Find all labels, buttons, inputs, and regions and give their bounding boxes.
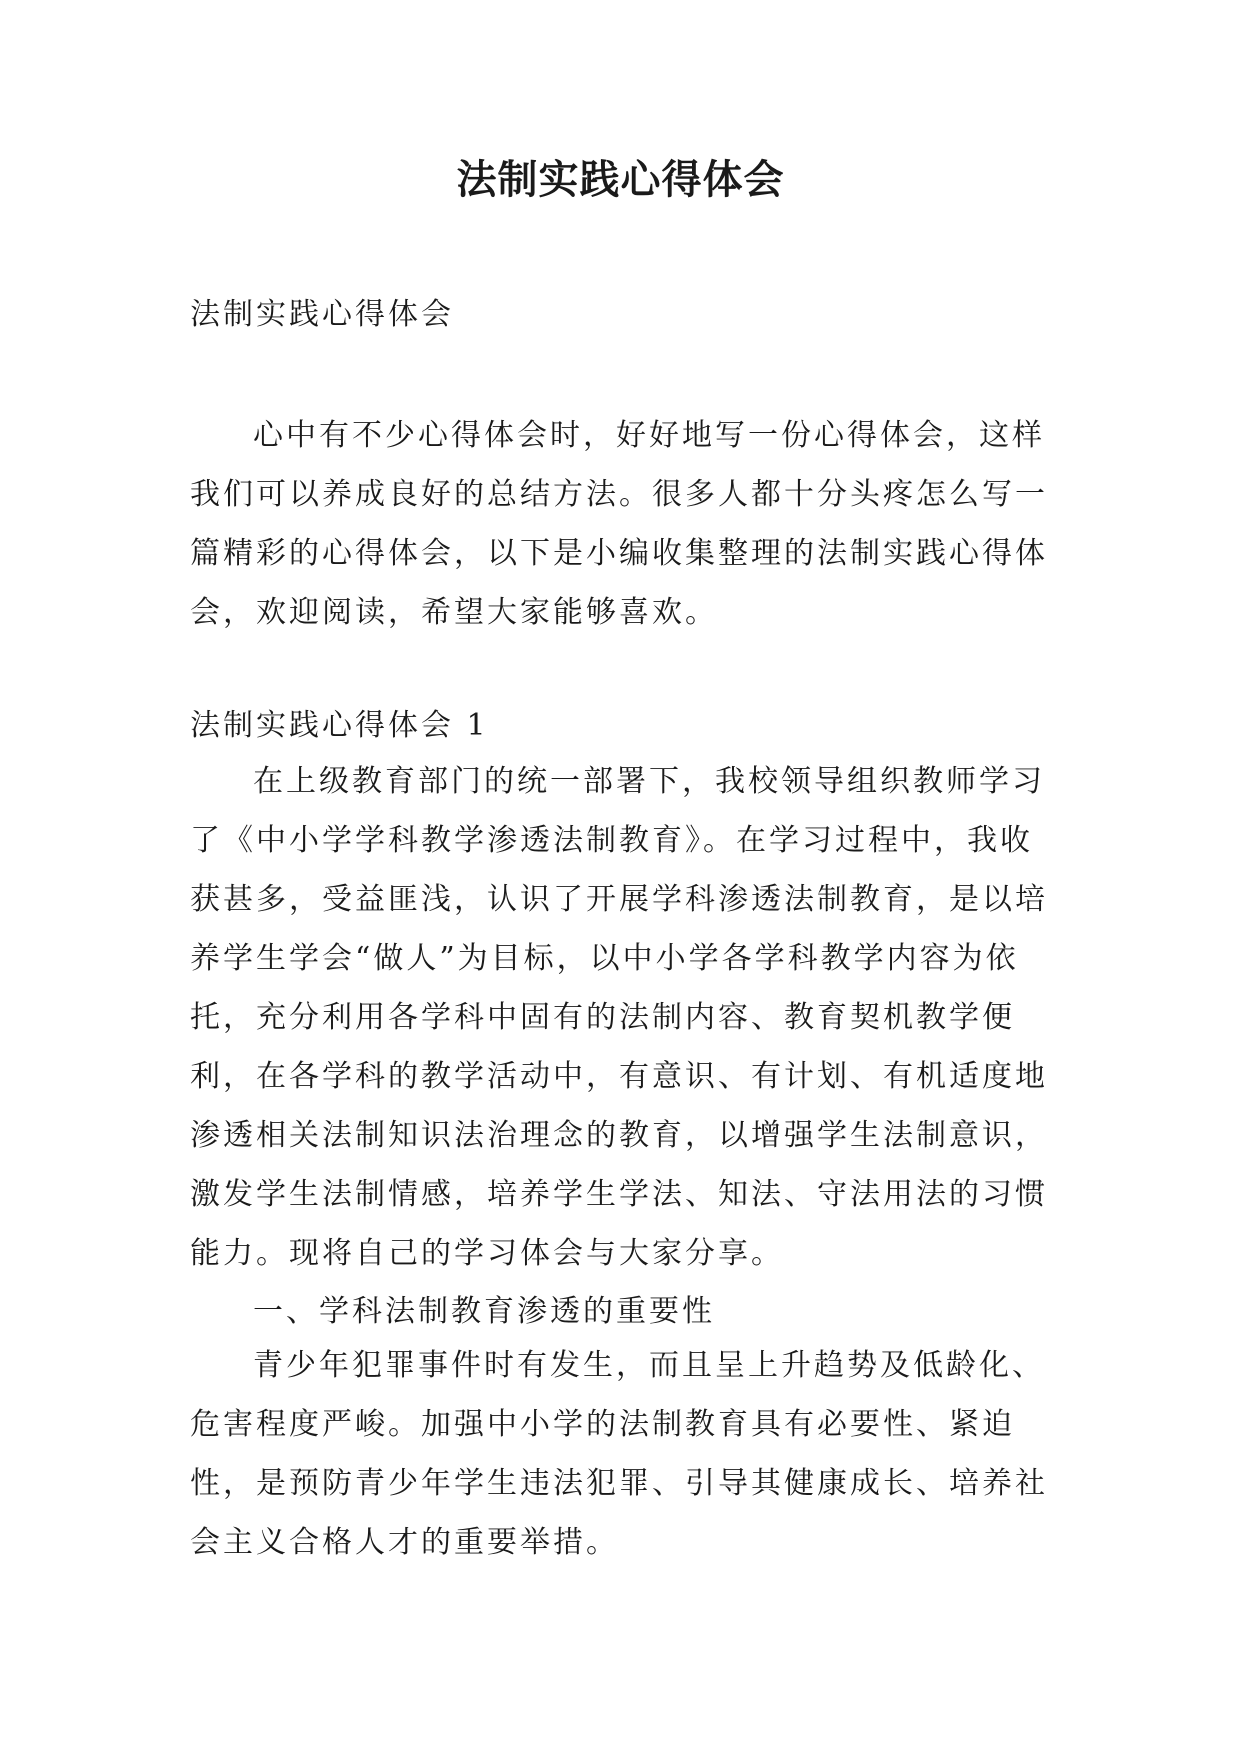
document-title: 法制实践心得体会	[456, 156, 785, 203]
body-paragraph-2: 青少年犯罪事件时有发生，而且呈上升趋势及低龄化、危害程度严峻。加强中小学的法制教育具有必要性、紧迫性，是预防青少年学生违法犯罪、引导其健康成长、培养社会主义合格人才的重要举措。	[190, 1348, 1048, 1560]
body-paragraph-1: 在上级教育部门的统一部署下，我校领导组织教师学习了《中小学学科教学渗透法制教育》。在学习过程中，我收获甚多，受益匪浅，认识了开展学科渗透法制教育，是以培养学生学会“做人”为目标，以中小学各学科教学内容为依托，充分利用各学科中固有的法制内容、教育契机教学便利，在各学科的教学活动中，有意识、有计划、有机适度地渗透相关法制知识法治理念的教育，以增强学生法制意识，激发学生法制情感，培养学生学法、知法、守法用法的习惯能力。现将自己的学习体会与大家分享。	[190, 764, 1048, 1271]
intro-paragraph: 心中有不少心得体会时，好好地写一份心得体会，这样我们可以养成良好的总结方法。很多人都十分头疼怎么写一篇精彩的心得体会，以下是小编收集整理的法制实践心得体会，欢迎阅读，希望大家能够喜欢。	[190, 418, 1048, 630]
section-heading-1: 法制实践心得体会 1	[190, 708, 489, 743]
document-subtitle: 法制实践心得体会	[190, 297, 454, 332]
subsection-heading: 一、学科法制教育渗透的重要性	[253, 1294, 715, 1329]
